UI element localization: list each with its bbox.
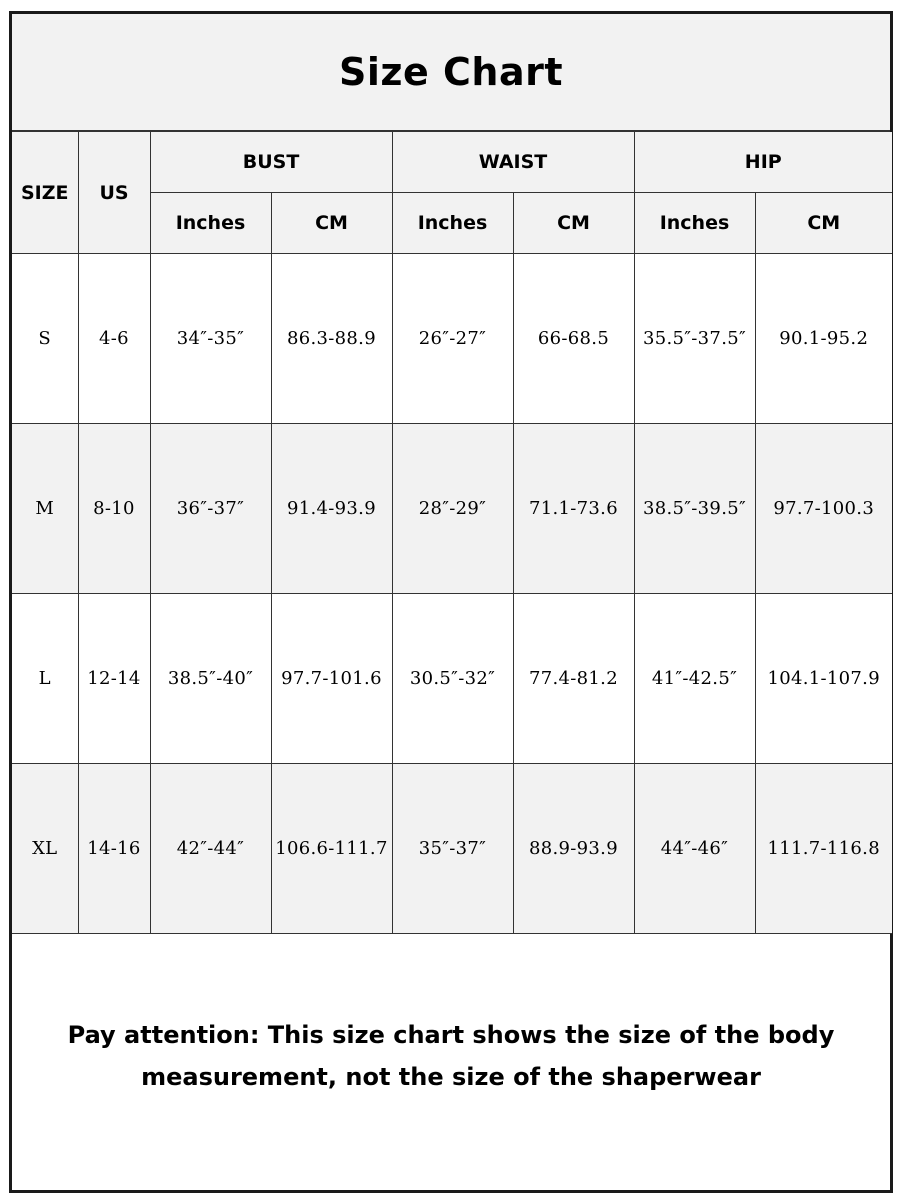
cell-us: 8-10	[78, 424, 150, 594]
header-bust-inches: Inches	[150, 193, 271, 254]
cell-size: M	[12, 424, 78, 594]
header-bust-cm: CM	[271, 193, 392, 254]
cell-waist-inches: 28″-29″	[392, 424, 513, 594]
cell-hip-cm: 104.1-107.9	[755, 594, 892, 764]
header-waist-cm: CM	[513, 193, 634, 254]
header-us: US	[78, 132, 150, 254]
cell-us: 12-14	[78, 594, 150, 764]
cell-size: S	[12, 254, 78, 424]
table-row	[12, 764, 892, 934]
cell-waist-cm: 71.1-73.6	[513, 424, 634, 594]
cell-waist-cm: 66-68.5	[513, 254, 634, 424]
cell-waist-cm: 88.9-93.9	[513, 764, 634, 934]
cell-hip-inches: 44″-46″	[634, 764, 755, 934]
header-hip-inches: Inches	[634, 193, 755, 254]
cell-us: 14-16	[78, 764, 150, 934]
header-hip-cm: CM	[755, 193, 892, 254]
attention-note	[12, 1014, 890, 1098]
header-row-groups	[12, 132, 892, 193]
cell-waist-cm: 77.4-81.2	[513, 594, 634, 764]
table-row	[12, 594, 892, 764]
header-hip: HIP	[634, 132, 892, 193]
cell-bust-cm: 106.6-111.7	[271, 764, 392, 934]
cell-hip-inches: 38.5″-39.5″	[634, 424, 755, 594]
cell-size: XL	[12, 764, 78, 934]
cell-bust-inches: 38.5″-40″	[150, 594, 271, 764]
attention-note-line-2: measurement, not the size of the shaperwear	[141, 1063, 761, 1091]
cell-hip-cm: 97.7-100.3	[755, 424, 892, 594]
attention-note-line-1: Pay attention: This size chart shows the size of the body	[67, 1021, 835, 1049]
header-size: SIZE	[12, 132, 78, 254]
table-row	[12, 254, 892, 424]
cell-us: 4-6	[78, 254, 150, 424]
cell-bust-inches: 36″-37″	[150, 424, 271, 594]
title-band	[12, 14, 890, 132]
header-waist: WAIST	[392, 132, 634, 193]
size-chart-frame	[9, 11, 893, 1193]
cell-bust-cm: 97.7-101.6	[271, 594, 392, 764]
cell-hip-cm: 90.1-95.2	[755, 254, 892, 424]
cell-waist-inches: 30.5″-32″	[392, 594, 513, 764]
cell-hip-inches: 35.5″-37.5″	[634, 254, 755, 424]
cell-size: L	[12, 594, 78, 764]
cell-bust-inches: 42″-44″	[150, 764, 271, 934]
table-row	[12, 424, 892, 594]
cell-waist-inches: 35″-37″	[392, 764, 513, 934]
cell-hip-cm: 111.7-116.8	[755, 764, 892, 934]
cell-bust-cm: 91.4-93.9	[271, 424, 392, 594]
cell-bust-cm: 86.3-88.9	[271, 254, 392, 424]
header-bust: BUST	[150, 132, 392, 193]
header-waist-inches: Inches	[392, 193, 513, 254]
cell-waist-inches: 26″-27″	[392, 254, 513, 424]
size-table	[12, 132, 892, 934]
cell-bust-inches: 34″-35″	[150, 254, 271, 424]
page-title: Size Chart	[338, 50, 563, 94]
cell-hip-inches: 41″-42.5″	[634, 594, 755, 764]
